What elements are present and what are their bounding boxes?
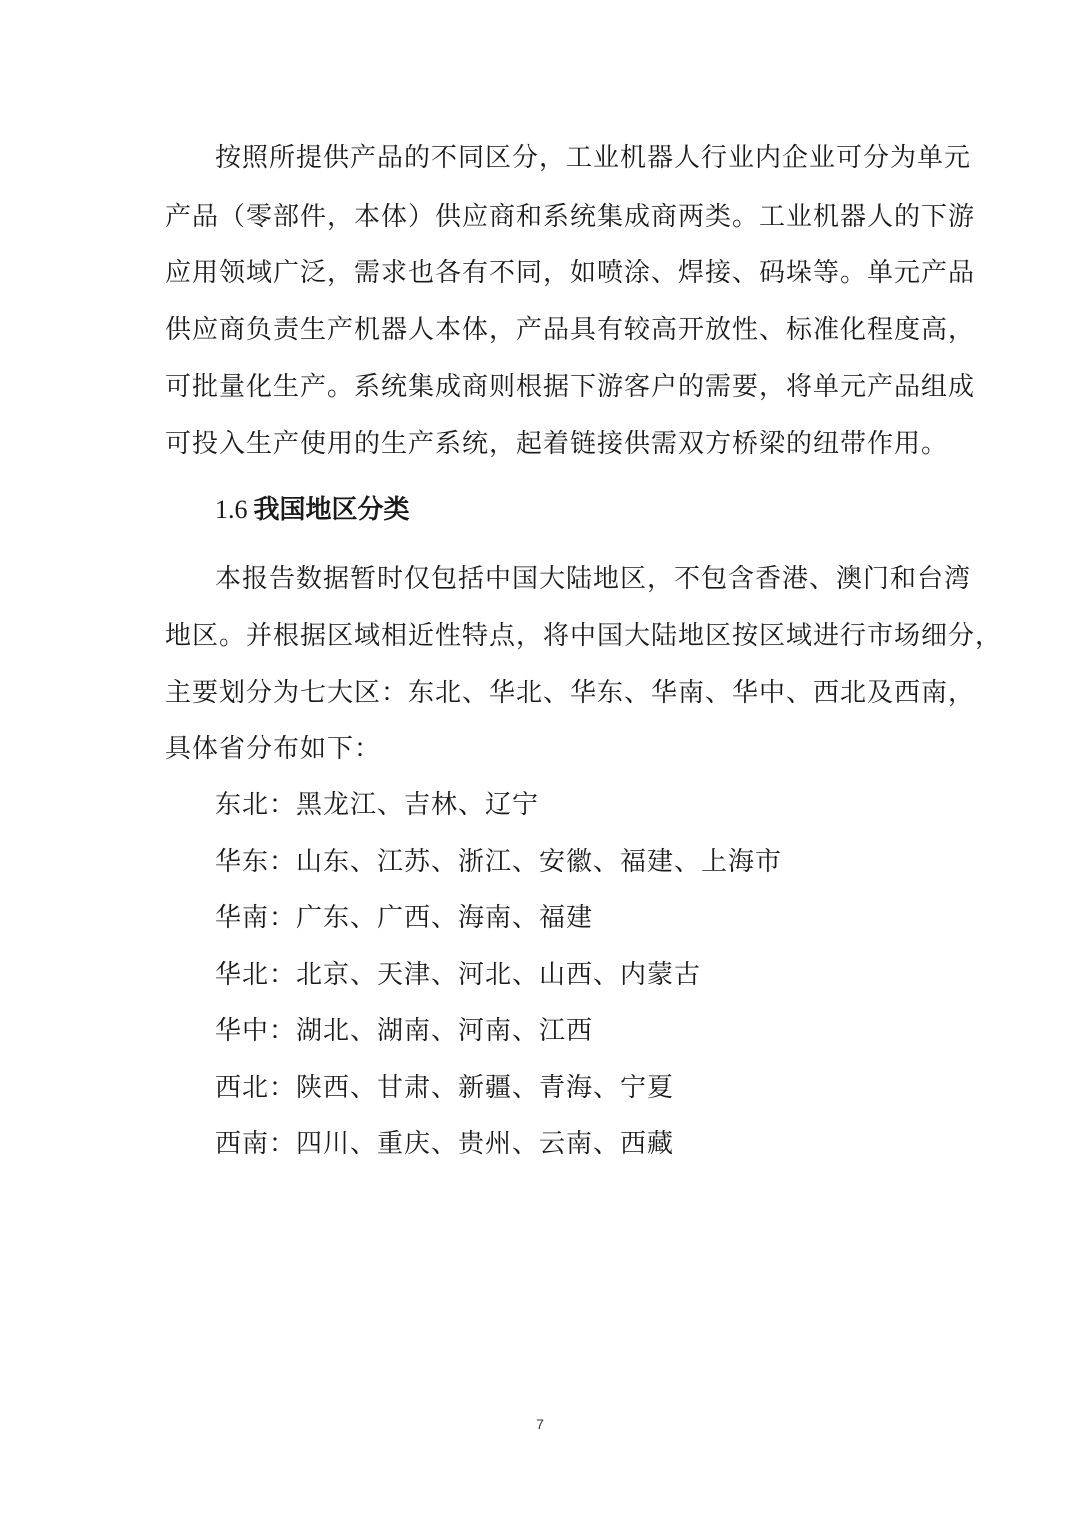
region-item-northwest: 西北：陕西、甘肃、新疆、青海、宁夏 [215, 1073, 675, 1103]
paragraph-2-line-2: 地区。并根据区域相近性特点，将中国大陆地区按区域进行市场细分， [165, 621, 1003, 651]
section-heading [215, 494, 410, 526]
paragraph-1-line-1: 按照所提供产品的不同区分，工业机器人行业内企业可分为单元 [215, 143, 972, 173]
region-item-central: 华中：湖北、湖南、河南、江西 [215, 1016, 594, 1046]
region-item-south: 华南：广东、广西、海南、福建 [215, 903, 594, 933]
paragraph-1-line-5: 可批量化生产。系统集成商则根据下游客户的需要，将单元产品组成 [165, 372, 976, 402]
paragraph-2-line-3: 主要划分为七大区：东北、华北、华东、华南、华中、西北及西南， [165, 678, 976, 708]
region-item-northeast: 东北：黑龙江、吉林、辽宁 [215, 790, 540, 820]
paragraph-1-line-2: 产品（零部件，本体）供应商和系统集成商两类。工业机器人的下游 [165, 202, 976, 232]
region-item-north: 华北：北京、天津、河北、山西、内蒙古 [215, 960, 702, 990]
paragraph-2-line-1: 本报告数据暂时仅包括中国大陆地区，不包含香港、澳门和台湾 [215, 564, 972, 594]
section-number: 1.6 [215, 495, 248, 524]
paragraph-1-line-3: 应用领域广泛，需求也各有不同，如喷涂、焊接、码垛等。单元产品 [165, 258, 976, 288]
paragraph-2-line-4: 具体省分布如下： [165, 734, 382, 764]
section-title: 我国地区分类 [253, 495, 410, 525]
paragraph-1-line-4: 供应商负责生产机器人本体，产品具有较高开放性、标准化程度高， [165, 315, 976, 345]
region-item-east: 华东：山东、江苏、浙江、安徽、福建、上海市 [215, 847, 783, 877]
page-number: 7 [536, 1416, 544, 1432]
region-item-southwest: 西南：四川、重庆、贵州、云南、西藏 [215, 1129, 675, 1159]
paragraph-1-line-6: 可投入生产使用的生产系统，起着链接供需双方桥梁的纽带作用。 [165, 429, 949, 459]
